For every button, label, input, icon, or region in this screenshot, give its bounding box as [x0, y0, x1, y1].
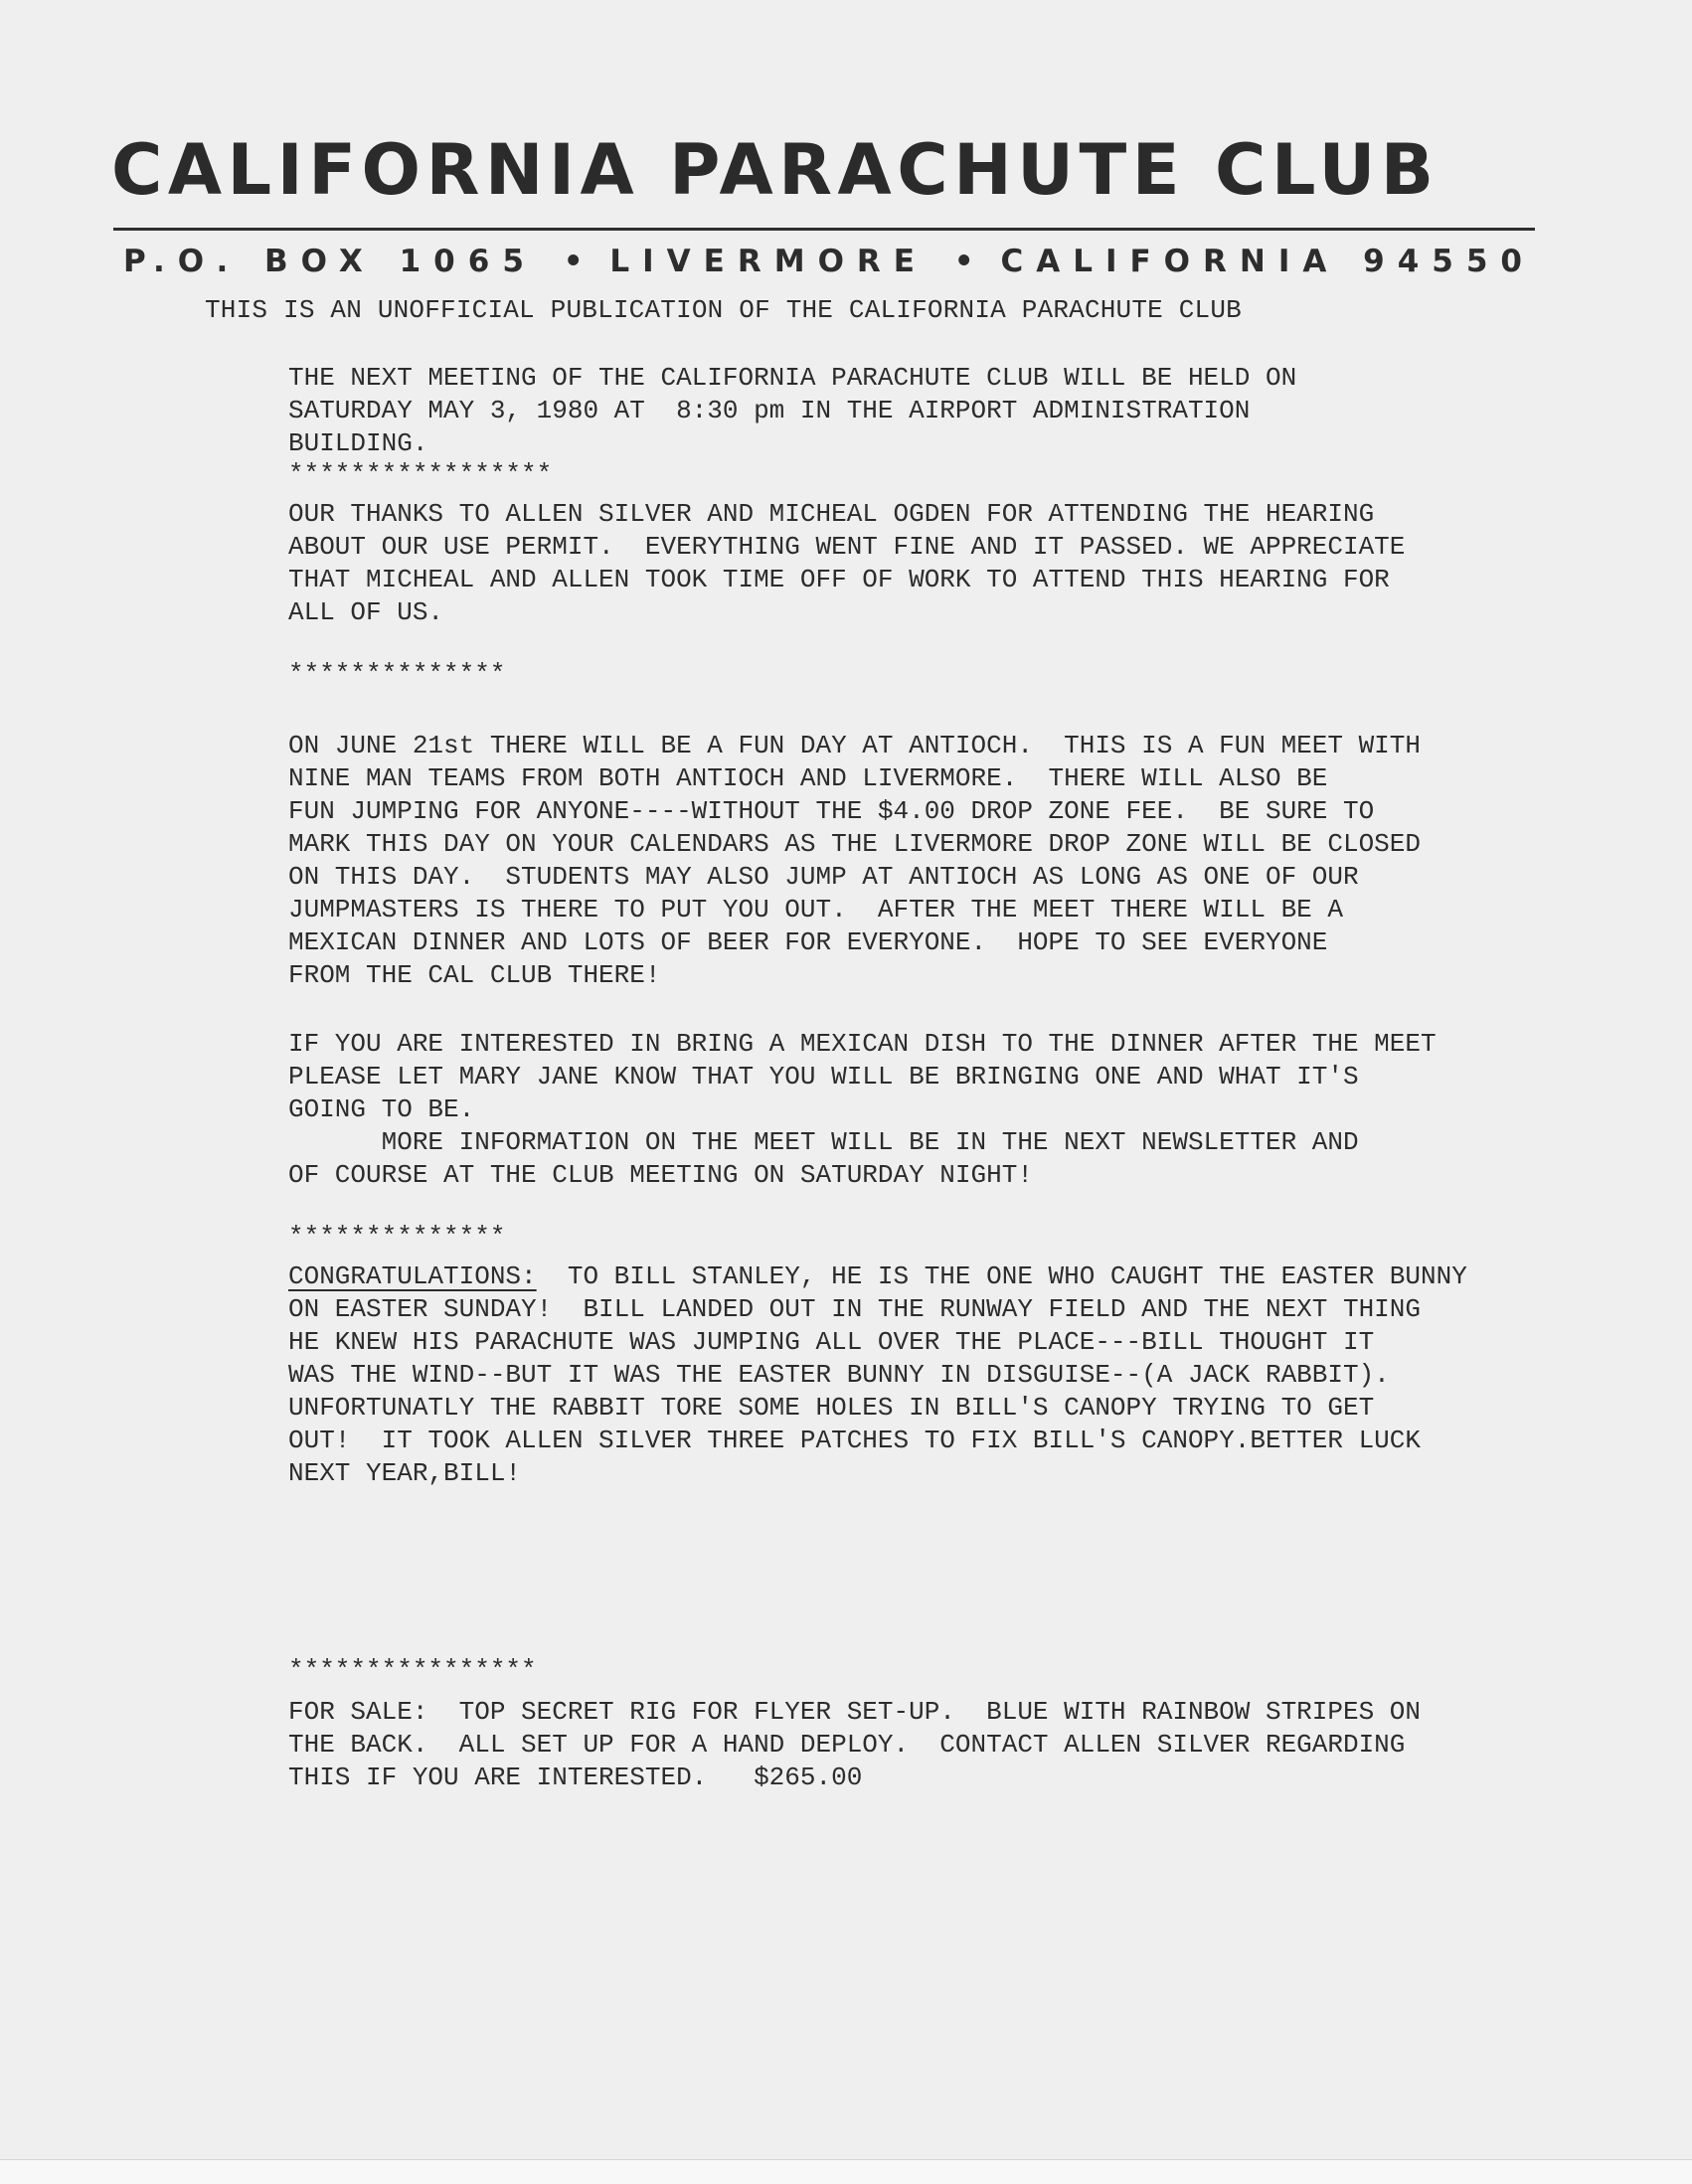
congrats-line: OUT! IT TOOK ALLEN SILVER THREE PATCHES TO FIX BILL'S CANOPY.BETTER LUCK	[288, 1426, 1421, 1455]
meeting-line: BUILDING.	[288, 428, 428, 458]
thanks-line: THAT MICHEAL AND ALLEN TOOK TIME OFF OF WORK TO ATTEND THIS HEARING FOR	[288, 565, 1390, 594]
congrats-line-rest: TO BILL STANLEY, HE IS THE ONE WHO CAUGHT THE EASTER BUNNY	[536, 1261, 1467, 1291]
section-divider: **************	[288, 659, 506, 689]
po-box: P.O. BOX 1065	[123, 244, 537, 279]
congratulations-label: CONGRATULATIONS:	[288, 1261, 537, 1291]
fun-day-line: FUN JUMPING FOR ANYONE----WITHOUT THE $4.00 DROP ZONE FEE. BE SURE TO	[288, 796, 1375, 826]
congrats-line: WAS THE WIND--BUT IT WAS THE EASTER BUNNY IN DISGUISE--(A JACK RABBIT).	[288, 1360, 1390, 1390]
section-divider: **************	[288, 1222, 506, 1252]
fun-day-line: FROM THE CAL CLUB THERE!	[288, 960, 661, 990]
unofficial-publication-note: THIS IS AN UNOFFICIAL PUBLICATION OF THE CALIFORNIA PARACHUTE CLUB	[205, 295, 1242, 325]
address-state-zip: CALIFORNIA 94550	[1000, 244, 1535, 279]
dish-line: OF COURSE AT THE CLUB MEETING ON SATURDAY NIGHT!	[288, 1160, 1033, 1190]
meeting-line: SATURDAY MAY 3, 1980 AT 8:30 pm IN THE AIRPORT ADMINISTRATION	[288, 396, 1251, 425]
congrats-first-line	[288, 1260, 1467, 1293]
fun-day-line: ON THIS DAY. STUDENTS MAY ALSO JUMP AT ANTIOCH AS LONG AS ONE OF OUR	[288, 862, 1359, 892]
for-sale-line: THIS IF YOU ARE INTERESTED. $265.00	[288, 1763, 863, 1792]
thanks-line: ABOUT OUR USE PERMIT. EVERYTHING WENT FINE AND IT PASSED. WE APPRECIATE	[288, 532, 1406, 562]
section-divider: ****************	[288, 1655, 537, 1685]
dish-line: GOING TO BE.	[288, 1094, 475, 1124]
thanks-line: ALL OF US.	[288, 597, 444, 627]
address-separator: •	[563, 244, 584, 279]
address-separator: •	[953, 244, 974, 279]
scan-bottom-edge	[0, 2159, 1692, 2184]
club-name-heading: CALIFORNIA PARACHUTE CLUB	[111, 129, 1439, 211]
congrats-line: UNFORTUNATLY THE RABBIT TORE SOME HOLES IN BILL'S CANOPY TRYING TO GET	[288, 1393, 1375, 1423]
address-city: LIVERMORE	[609, 244, 928, 279]
club-address	[123, 244, 1535, 279]
dish-line: MORE INFORMATION ON THE MEET WILL BE IN THE NEXT NEWSLETTER AND	[288, 1127, 1359, 1157]
for-sale-line: THE BACK. ALL SET UP FOR A HAND DEPLOY. CONTACT ALLEN SILVER REGARDING	[288, 1730, 1406, 1760]
fun-day-line: MARK THIS DAY ON YOUR CALENDARS AS THE LIVERMORE DROP ZONE WILL BE CLOSED	[288, 829, 1421, 859]
fun-day-line: ON JUNE 21st THERE WILL BE A FUN DAY AT ANTIOCH. THIS IS A FUN MEET WITH	[288, 731, 1421, 760]
fun-day-line: NINE MAN TEAMS FROM BOTH ANTIOCH AND LIVERMORE. THERE WILL ALSO BE	[288, 763, 1328, 793]
congrats-line: HE KNEW HIS PARACHUTE WAS JUMPING ALL OVER THE PLACE---BILL THOUGHT IT	[288, 1327, 1375, 1357]
dish-line: PLEASE LET MARY JANE KNOW THAT YOU WILL BE BRINGING ONE AND WHAT IT'S	[288, 1062, 1359, 1092]
dish-line: IF YOU ARE INTERESTED IN BRING A MEXICAN DISH TO THE DINNER AFTER THE MEET	[288, 1029, 1437, 1059]
masthead-rule	[113, 228, 1535, 231]
congrats-line: NEXT YEAR,BILL!	[288, 1458, 522, 1488]
section-divider: *****************	[288, 459, 553, 489]
congrats-line: ON EASTER SUNDAY! BILL LANDED OUT IN THE RUNWAY FIELD AND THE NEXT THING	[288, 1294, 1421, 1324]
fun-day-line: JUMPMASTERS IS THERE TO PUT YOU OUT. AFTER THE MEET THERE WILL BE A	[288, 895, 1343, 924]
thanks-line: OUR THANKS TO ALLEN SILVER AND MICHEAL OGDEN FOR ATTENDING THE HEARING	[288, 499, 1375, 529]
for-sale-line: FOR SALE: TOP SECRET RIG FOR FLYER SET-UP. BLUE WITH RAINBOW STRIPES ON	[288, 1697, 1421, 1727]
fun-day-line: MEXICAN DINNER AND LOTS OF BEER FOR EVERYONE. HOPE TO SEE EVERYONE	[288, 927, 1328, 957]
meeting-line: THE NEXT MEETING OF THE CALIFORNIA PARACHUTE CLUB WILL BE HELD ON	[288, 363, 1297, 393]
